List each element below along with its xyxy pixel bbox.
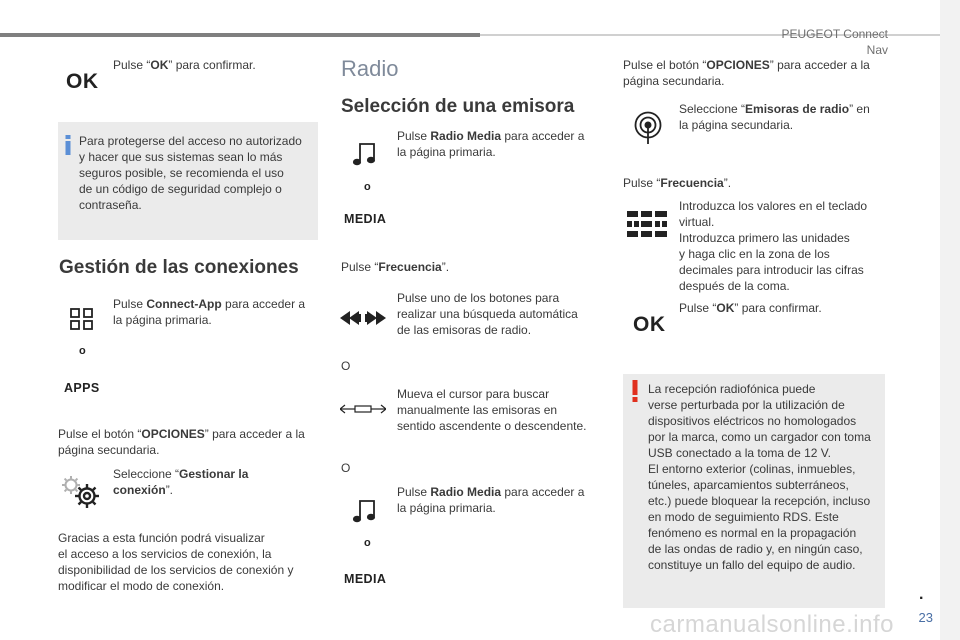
warning-icon [631,380,639,402]
gears-icon [60,474,102,510]
confirm-text: Pulse “OK” para confirmar. [113,58,256,72]
manual-search-text: Mueva el cursor para buscar manualmente las emisoras en sentido ascendente o descendente. [397,387,587,433]
radio-title: Radio [341,56,399,81]
warning-text: La recepción radiofónica puede verse perturbada por la utilización de dispositivos eléctricos no homologados por la marca, como un cargador con toma USB conectado a la toma de 12 V. El entorno exterior (colinas, inmuebles, túneles, aparcamientos subterráneos, etc.) puede bloquear la recepción, incluso en modo de seguimiento RDS. Este fenómeno es normal en la propagación de las ondas de radio y, en ningún caso, constituye un fallo del equipo de audio. [648,382,871,572]
radio-media-text-2: Pulse Radio Media para acceder a la página primaria. [397,485,585,515]
music-note-icon [352,141,378,167]
info-text: Para protegerse del acceso no autorizado y hacer que sus sistemas sean lo más seguros posible, se recomienda el uso de un código de seguridad complejo o contraseña. [79,134,302,212]
connections-description: Gracias a esta función podrá visualizar el acceso a los servicios de conexión, la disponibilidad de los servicios de conexión y modificar el modo de conexión. [58,531,294,593]
frequency-text-2: Pulse “Frecuencia”. [623,176,732,190]
radio-stations-text: Seleccione “Emisoras de radio” en la página secundaria. [679,102,870,132]
ok-icon: OK [633,313,666,336]
radio-station-icon [633,111,663,145]
connect-app-text: Pulse Connect-App para acceder a la página primaria. [113,297,306,327]
watermark: carmanualsonline.info [650,611,894,638]
or-label: o [79,345,86,357]
media-label: MEDIA [344,212,387,226]
section-title-connections: Gestión de las conexiones [59,257,299,278]
or-label: o [364,537,371,549]
seek-buttons-icon [340,310,386,326]
manage-connection-text: Seleccione “Gestionar la conexión”. [113,467,249,497]
options-text-radio: Pulse el botón “OPCIONES” para acceder a la página secundaria. [623,58,870,88]
info-icon [64,135,72,155]
seek-text: Pulse uno de los botones para realizar una búsqueda automática de las emisoras de radio. [397,291,578,337]
station-selection-title: Selección de una emisora [341,96,575,117]
media-label: MEDIA [344,572,387,586]
or-text: O [341,359,351,373]
keyboard-icon [627,211,667,238]
or-label: o [364,181,371,193]
keyboard-text: Introduzca los valores en el teclado virtual. Introduzca primero las unidades y haga clic en la zona de los decimales para introducir las cifras después de la coma. [679,199,868,293]
next-page-marker: . [919,586,924,603]
apps-grid-icon [70,308,94,330]
ok-icon: OK [66,70,99,93]
page-margin-bar [940,0,960,640]
or-text: O [341,461,351,475]
confirm-text-2: Pulse “OK” para confirmar. [679,301,822,315]
frequency-text: Pulse “Frecuencia”. [341,260,450,274]
music-note-icon [352,498,378,524]
page-number: 23 [918,610,933,625]
header-title: PEUGEOT Connect Nav [781,27,888,57]
header-rule-dark [0,33,480,37]
radio-media-text: Pulse Radio Media para acceder a la página primaria. [397,129,585,159]
options-text: Pulse el botón “OPCIONES” para acceder a la página secundaria. [58,427,305,457]
apps-label: APPS [64,381,100,395]
slider-icon [340,402,386,416]
